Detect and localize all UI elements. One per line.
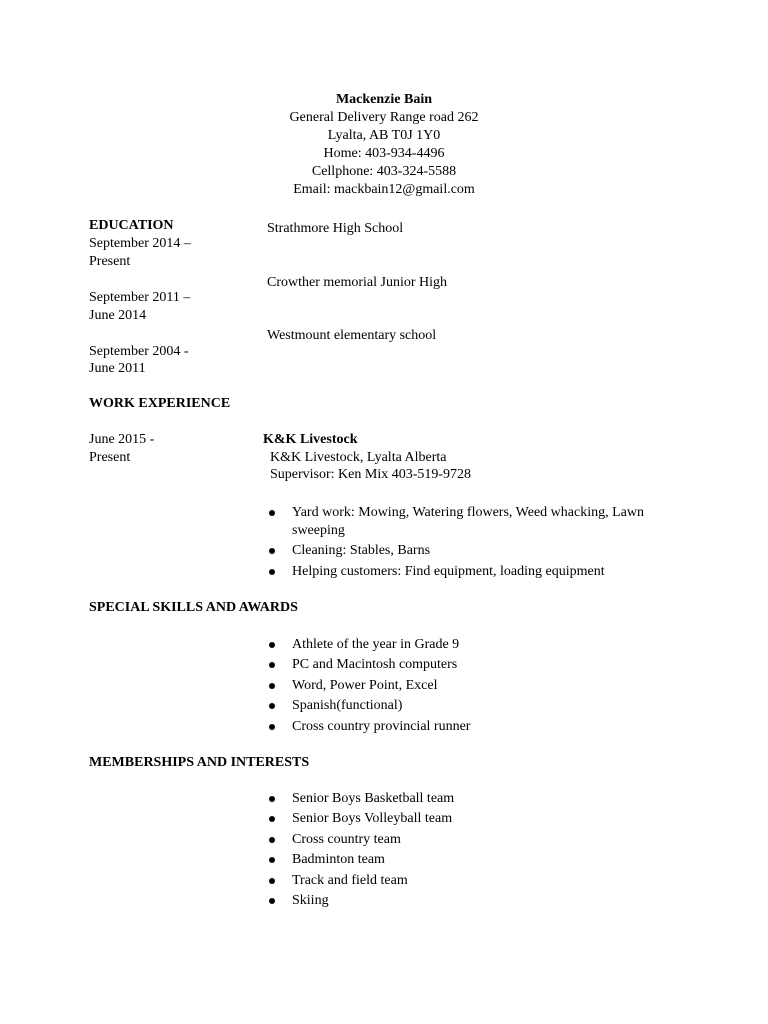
membership-text: Skiing bbox=[292, 892, 329, 908]
skill-text: Cross country provincial runner bbox=[292, 718, 471, 734]
work-employer-title: K&K Livestock bbox=[263, 432, 358, 447]
skills-heading: SPECIAL SKILLS AND AWARDS bbox=[89, 600, 298, 615]
membership-text: Senior Boys Volleyball team bbox=[292, 811, 453, 827]
duty-text: Cleaning: Stables, Barns bbox=[292, 543, 431, 559]
membership-text: Badminton team bbox=[292, 852, 385, 868]
skill-text: Athlete of the year in Grade 9 bbox=[292, 637, 460, 652]
bullet-icon bbox=[269, 724, 275, 730]
education-date-2-end: June 2014 bbox=[89, 308, 147, 323]
bullet-icon bbox=[269, 857, 275, 863]
membership-text: Track and field team bbox=[292, 872, 408, 888]
list-item bbox=[267, 872, 687, 890]
list-item bbox=[267, 851, 687, 869]
work-employer-location: K&K Livestock, Lyalta Alberta bbox=[270, 450, 447, 465]
education-school-3: Westmount elementary school bbox=[267, 328, 437, 343]
list-item bbox=[267, 718, 687, 736]
work-duties-list bbox=[267, 504, 687, 583]
memberships-heading: MEMBERSHIPS AND INTERESTS bbox=[89, 755, 310, 770]
memberships-list bbox=[267, 790, 687, 912]
cell-phone: Cellphone: 403-324-5588 bbox=[311, 164, 457, 179]
email-address: Email: mackbain12@gmail.com bbox=[293, 182, 475, 197]
education-date-2-start: September 2011 – bbox=[89, 290, 191, 305]
bullet-icon bbox=[269, 548, 275, 554]
work-date-end: Present bbox=[89, 450, 131, 465]
address-line-1: General Delivery Range road 262 bbox=[289, 110, 479, 125]
work-supervisor: Supervisor: Ken Mix 403-519-9728 bbox=[270, 467, 472, 482]
skill-text: PC and Macintosh computers bbox=[292, 657, 458, 673]
bullet-icon bbox=[269, 837, 275, 843]
work-date-start: June 2015 - bbox=[89, 432, 155, 447]
bullet-icon bbox=[269, 878, 275, 884]
list-item bbox=[267, 892, 687, 910]
list-item bbox=[267, 677, 687, 695]
duty-text: Yard work: Mowing, Watering flowers, Weed whacking, Lawn sweeping bbox=[292, 505, 644, 538]
education-date-3-start: September 2004 - bbox=[89, 344, 189, 359]
bullet-icon bbox=[269, 703, 275, 709]
bullet-icon bbox=[269, 796, 275, 802]
bullet-icon bbox=[269, 642, 275, 648]
list-item bbox=[267, 563, 687, 581]
bullet-icon bbox=[269, 898, 275, 904]
bullet-icon bbox=[269, 683, 275, 689]
membership-text: Cross country team bbox=[292, 831, 401, 847]
list-item bbox=[267, 790, 687, 808]
list-item bbox=[267, 656, 687, 674]
contact-header bbox=[0, 91, 768, 199]
bullet-icon bbox=[269, 816, 275, 822]
list-item bbox=[267, 697, 687, 715]
education-date-1-end: Present bbox=[89, 254, 131, 269]
skills-list bbox=[267, 636, 687, 738]
skill-text: Word, Power Point, Excel bbox=[292, 677, 438, 693]
work-heading: WORK EXPERIENCE bbox=[89, 396, 231, 411]
education-school-2: Crowther memorial Junior High bbox=[267, 275, 448, 290]
membership-text: Senior Boys Basketball team bbox=[292, 791, 455, 806]
bullet-icon bbox=[269, 662, 275, 668]
list-item bbox=[267, 810, 687, 828]
education-school-1: Strathmore High School bbox=[267, 221, 404, 236]
bullet-icon bbox=[269, 569, 275, 575]
list-item bbox=[267, 504, 687, 540]
education-heading: EDUCATION bbox=[89, 218, 174, 233]
duty-text: Helping customers: Find equipment, loading equipment bbox=[292, 563, 605, 579]
education-date-3-end: June 2011 bbox=[89, 361, 146, 376]
applicant-name: Mackenzie Bain bbox=[335, 92, 433, 107]
list-item bbox=[267, 831, 687, 849]
skill-text: Spanish(functional) bbox=[292, 698, 403, 714]
bullet-icon bbox=[269, 510, 275, 516]
home-phone: Home: 403-934-4496 bbox=[323, 146, 445, 161]
education-date-1-start: September 2014 – bbox=[89, 236, 191, 251]
list-item bbox=[267, 636, 687, 654]
list-item bbox=[267, 542, 687, 560]
address-line-2: Lyalta, AB T0J 1Y0 bbox=[327, 128, 441, 143]
